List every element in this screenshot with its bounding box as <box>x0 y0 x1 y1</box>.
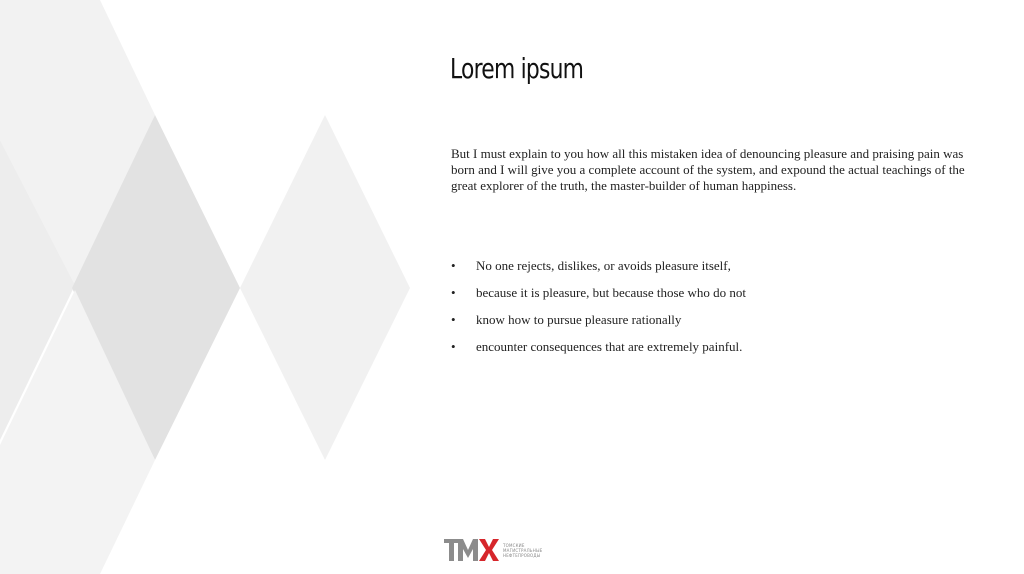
bullet-text: because it is pleasure, but because those who do not <box>476 285 747 300</box>
logo-text <box>503 543 542 558</box>
list-item <box>451 339 971 366</box>
bullet-icon: • <box>451 285 456 300</box>
logo-mark-icon <box>444 538 500 562</box>
list-item <box>451 258 971 285</box>
bullet-text: encounter consequences that are extremely painful. <box>476 339 743 354</box>
list-item <box>451 312 971 339</box>
list-item <box>451 285 971 312</box>
bg-diamond-right <box>240 115 410 460</box>
logo-text-line: ТОМСКИЕ <box>503 542 525 548</box>
logo-text-line: НЕФТЕПРОВОДЫ <box>503 552 541 558</box>
background-diamond-decoration <box>0 0 420 574</box>
bullet-text: know how to pursue pleasure rationally <box>476 312 682 327</box>
slide-title: Lorem ipsum <box>450 52 584 85</box>
company-logo <box>444 538 542 562</box>
bullet-icon: • <box>451 339 456 354</box>
bullet-list <box>451 258 971 366</box>
bullet-icon: • <box>451 312 456 327</box>
body-paragraph: But I must explain to you how all this mistaken idea of denouncing pleasure and praising pain was born and I will give you a complete account of the system, and expound the actual teachings of the great explorer of the truth, the master-builder of human happiness. <box>451 146 965 193</box>
bullet-text: No one rejects, dislikes, or avoids pleasure itself, <box>476 258 731 273</box>
logo-text-line: МАГИСТРАЛЬНЫЕ <box>503 547 543 553</box>
bullet-icon: • <box>451 258 456 273</box>
